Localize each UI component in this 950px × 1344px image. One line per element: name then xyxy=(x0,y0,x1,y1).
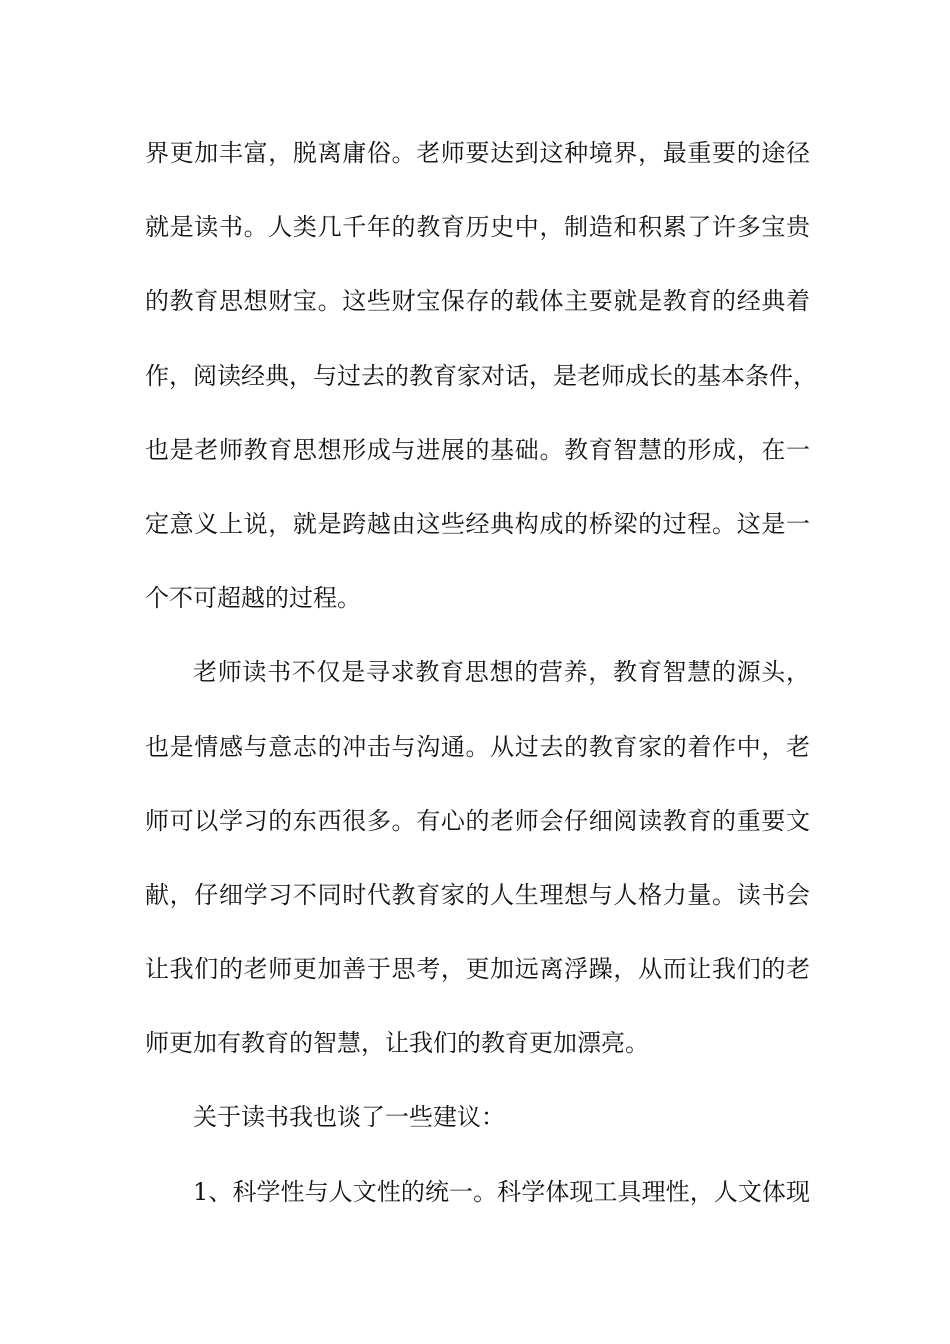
text-line-9: 也是情感与意志的冲击与沟通。从过去的教育家的着作中，老 xyxy=(145,732,810,761)
text-line-10: 师可以学习的东西很多。有心的老师会仔细阅读教育的重要文 xyxy=(145,806,810,835)
document-body xyxy=(145,129,817,1242)
text-line-14: 关于读书我也谈了一些建议： xyxy=(193,1103,505,1132)
text-line-6: 定意义上说，就是跨越由这些经典构成的桥梁的过程。这是一 xyxy=(145,509,810,538)
text-line-5: 也是老师教育思想形成与进展的基础。教育智慧的形成，在一 xyxy=(145,435,810,464)
text-line-11: 献，仔细学习不同时代教育家的人生理想与人格力量。读书会 xyxy=(145,880,810,909)
text-line-4: 作，阅读经典，与过去的教育家对话，是老师成长的基本条件， xyxy=(145,361,817,390)
text-line-7: 个不可超越的过程。 xyxy=(145,584,361,613)
text-line-2: 就是读书。人类几千年的教育历史中，制造和积累了许多宝贵 xyxy=(145,213,810,242)
text-line-1: 界更加丰富，脱离庸俗。老师要达到这种境界，最重要的途径 xyxy=(145,139,810,167)
text-line-3: 的教育思想财宝。这些财宝保存的载体主要就是教育的经典着 xyxy=(145,287,810,316)
text-line-13: 师更加有教育的智慧，让我们的教育更加漂亮。 xyxy=(145,1029,649,1058)
text-line-15: 1、科学性与人文性的统一。科学体现工具理性，人文体现 xyxy=(193,1177,810,1206)
text-line-12: 让我们的老师更加善于思考，更加远离浮躁，从而让我们的老 xyxy=(145,955,810,984)
text-line-8: 老师读书不仅是寻求教育思想的营养，教育智慧的源头， xyxy=(193,658,810,687)
